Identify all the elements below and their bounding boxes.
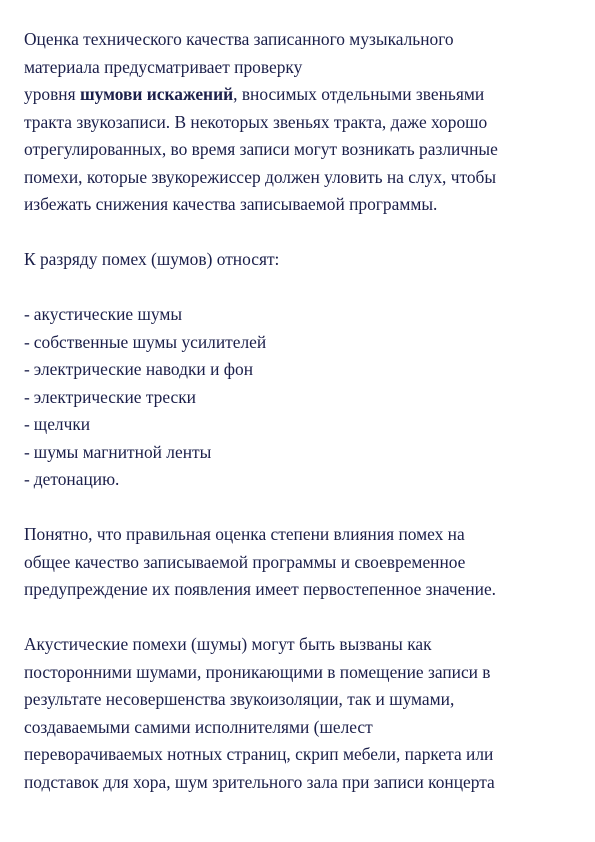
text-run: уровня [24,84,80,104]
list-dash: - [24,359,30,379]
list-dash: - [24,386,30,407]
paragraph-spacer [24,494,575,522]
paragraph-line: общее качество записываемой программы и своевременное [24,551,466,572]
importance-paragraph [24,521,575,604]
list-item [24,384,575,412]
list-item-text: электрические наводки и фон [33,359,254,379]
bold-term: шумови [79,84,143,104]
list-item-text: щелчки [33,414,91,434]
intro-line: помехи, которые звукорежиссер должен уловить на слух, чтобы [24,166,497,187]
acoustic-noise-paragraph [24,631,575,796]
list-item [24,356,575,384]
list-item [24,411,575,439]
paragraph-line: создаваемыми самими исполнителями (шелест [24,716,373,737]
paragraph-line: переворачиваемых нотных страниц, скрип мебели, паркета или [24,744,494,764]
list-dash: - [24,441,30,462]
paragraph-line: Понятно, что правильная оценка степени влияния помех на [24,524,465,544]
paragraph-line: посторонними шумами, проникающими в помещение записи в [24,661,491,682]
paragraph-spacer [24,604,575,632]
intro-line: материала предусматривает проверку [24,56,303,77]
list-item [24,329,575,357]
list-item-text: акустические шумы [33,304,183,324]
intro-line: тракта звукозаписи. В некоторых звеньях тракта, даже хорошо [24,111,488,132]
list-item-text: электрические трески [33,386,196,407]
list-dash: - [24,304,30,324]
list-item [24,301,575,329]
intro-paragraph [24,26,575,219]
list-dash: - [24,469,30,489]
list-item [24,439,575,467]
bold-term: искажений [146,84,234,104]
paragraph-line: предупреждение их появления имеет первостепенное значение. [24,579,497,599]
list-dash: - [24,414,30,434]
list-item-text: детонацию. [33,469,120,489]
paragraph-line: результате несовершенства звукоизоляции, так и шумами, [24,689,455,709]
intro-line: отрегулированных, во время записи могут возникать различные [24,139,498,159]
paragraph-line: Акустические помехи (шумы) могут быть вызваны как [24,634,432,654]
intro-line [24,81,575,109]
list-item-text: шумы магнитной ленты [33,441,212,462]
intro-line: Оценка технического качества записанного музыкального [24,29,454,49]
text-run: , вносимых отдельными звеньями [233,84,485,104]
intro-line: избежать снижения качества записываемой программы. [24,194,438,214]
noise-types-list [24,301,575,494]
paragraph-spacer [24,274,575,302]
list-heading: К разряду помех (шумов) относят: [24,249,280,269]
paragraph-spacer [24,219,575,247]
list-dash: - [24,331,30,352]
list-item-text: собственные шумы усилителей [33,331,267,352]
list-item [24,466,575,494]
paragraph-line: подставок для хора, шум зрительного зала при записи концерта [24,771,495,792]
